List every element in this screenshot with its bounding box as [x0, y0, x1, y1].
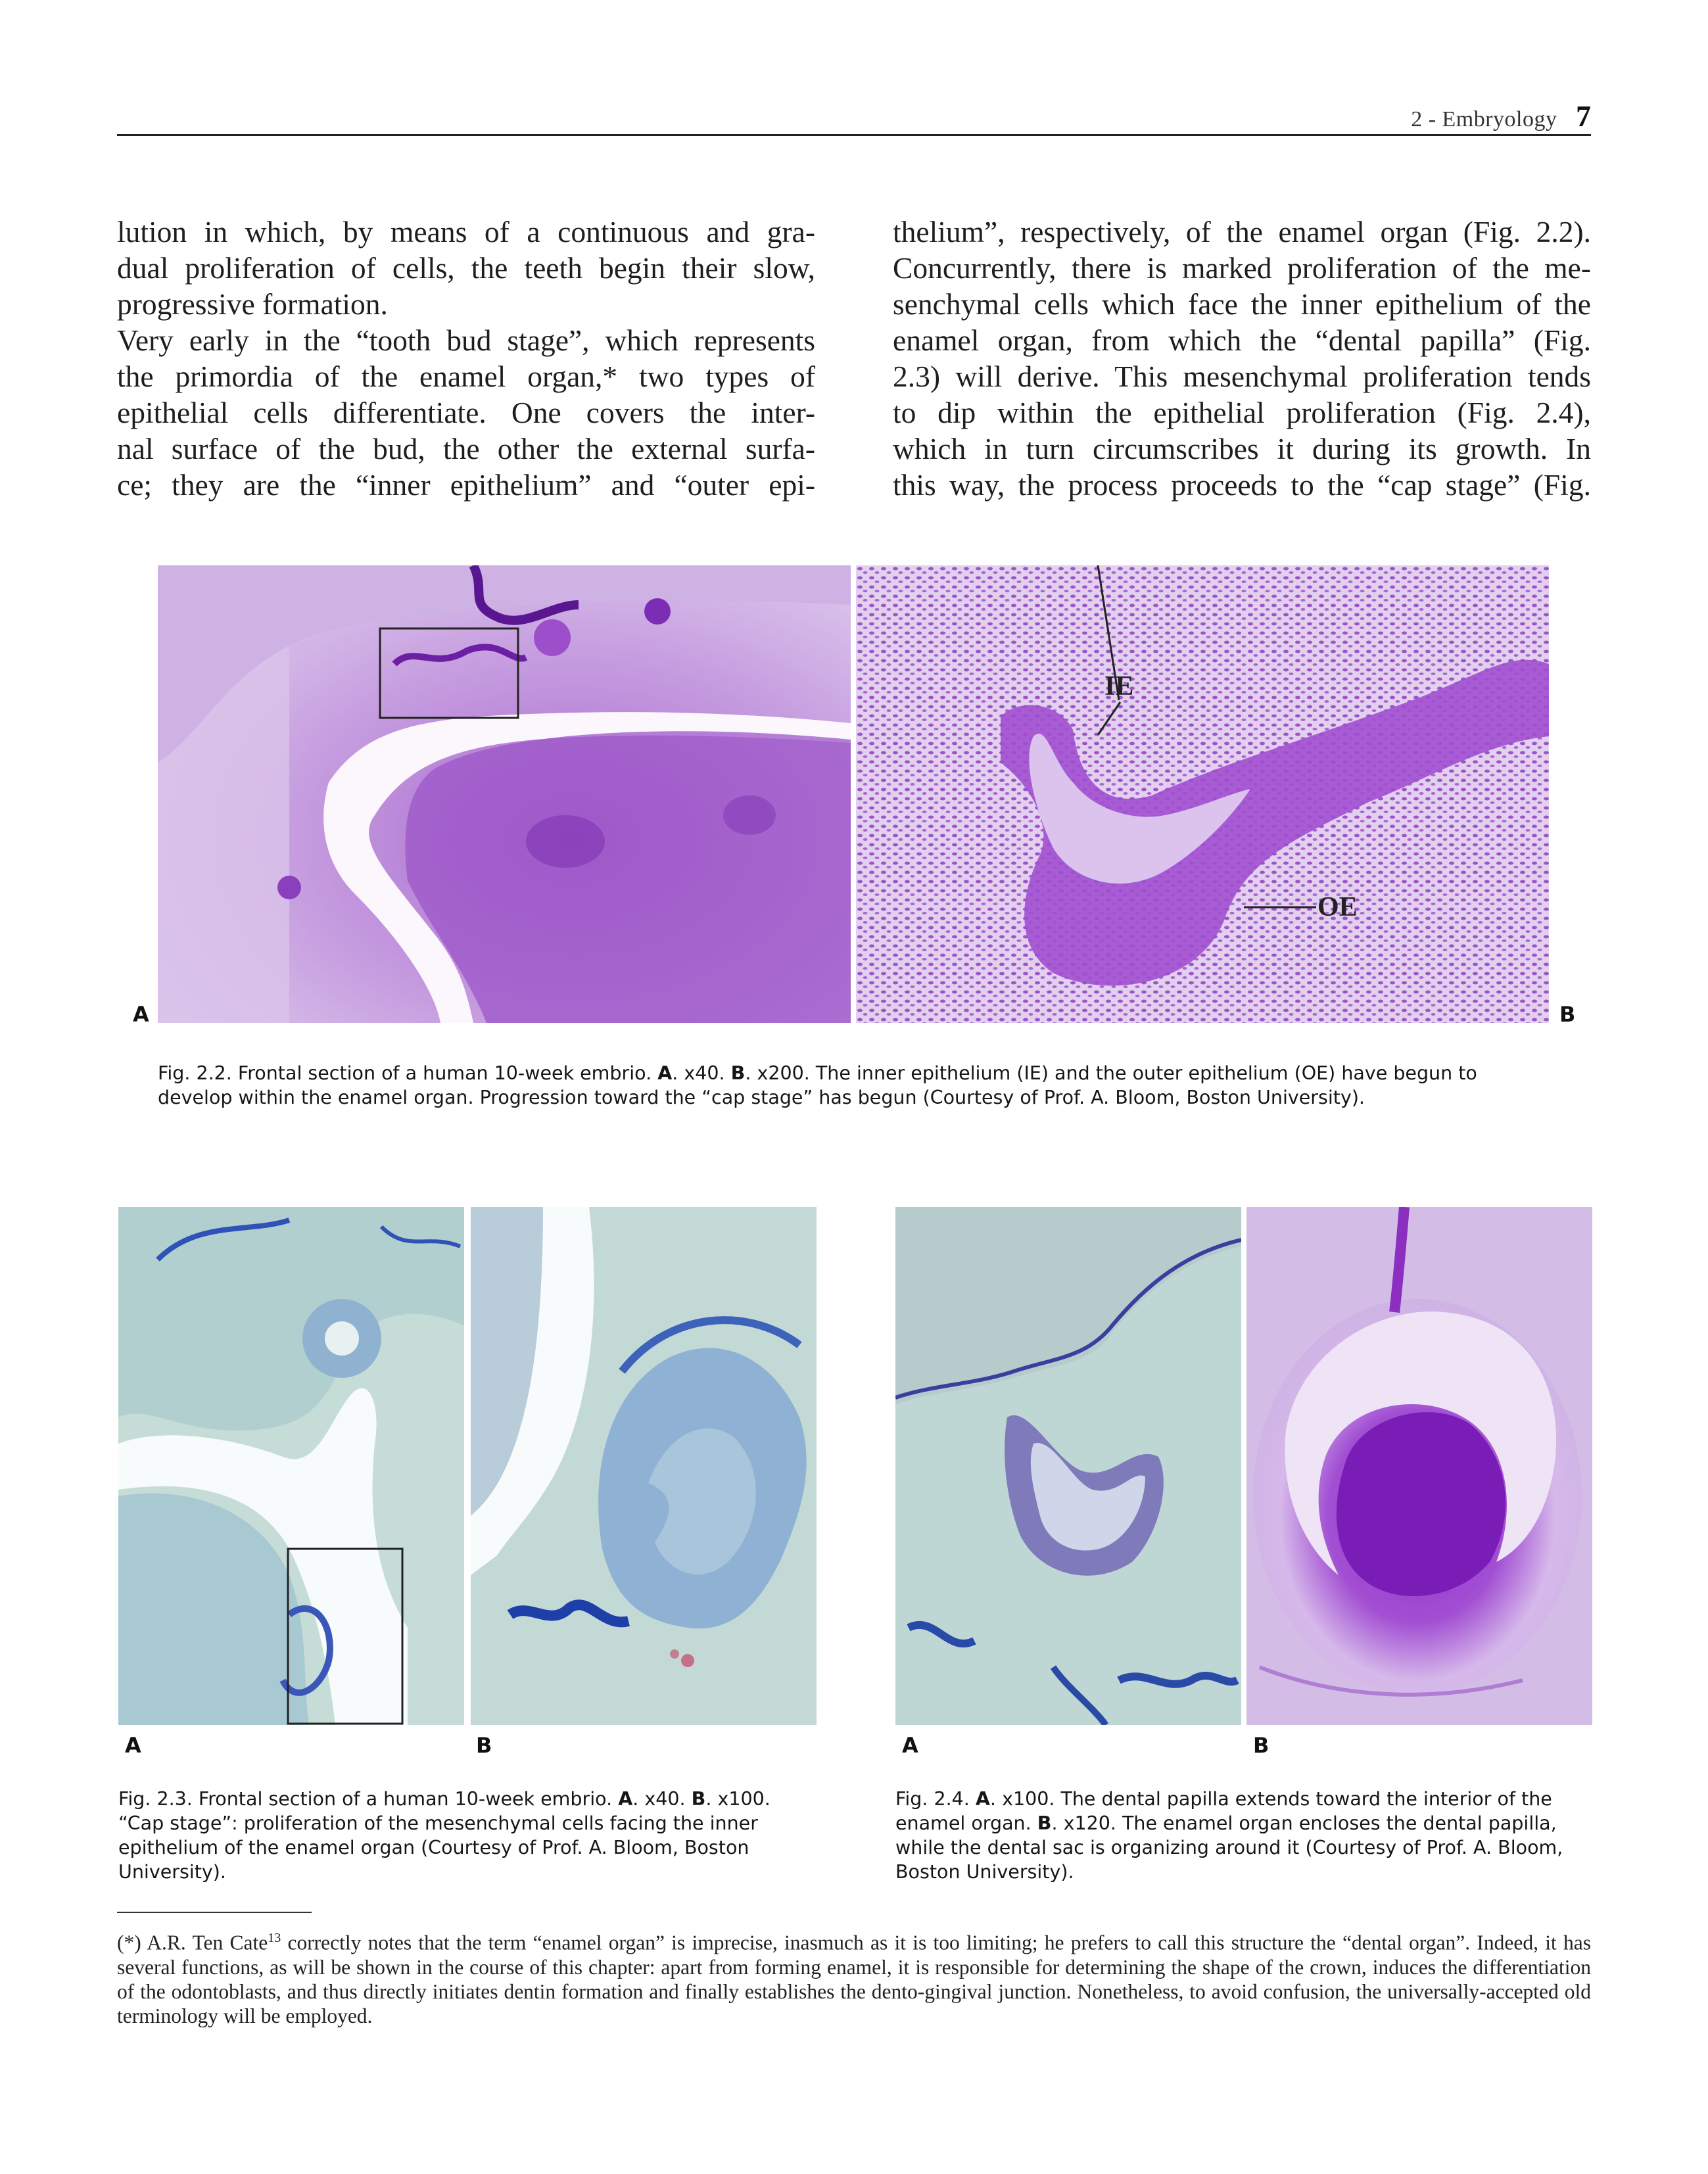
fig-2-3-a-label: A: [125, 1733, 141, 1758]
fig-2-4-caption: [895, 1787, 1592, 1884]
caption-a-text: . x40.: [632, 1788, 692, 1810]
text-line: thelium”, respectively, of the enamel organ (Fig. 2.2).: [893, 215, 1591, 248]
text-line: 2.3) will derive. This mesenchymal proliferation tends: [893, 360, 1591, 393]
caption-lead: Fig. 2.3. Frontal section of a human 10-week embrio.: [118, 1788, 619, 1810]
text-line: epithelial cells differentiate. One covers the inter-: [117, 396, 815, 429]
text-line: dual proliferation of cells, the teeth begin their slow,: [117, 251, 815, 285]
caption-a: A: [657, 1062, 673, 1084]
body-right-column: [893, 214, 1591, 503]
header-rule: [117, 134, 1591, 136]
page-number: 7: [1576, 99, 1591, 133]
caption-b: B: [730, 1062, 746, 1084]
caption-b-text: . x100. “Cap stage”: proliferation of the mesenchymal cells facing the inner epithelium of the enamel organ (Courtesy of Prof. A. Bloom, Boston University).: [118, 1788, 771, 1883]
footnote-reference: 13: [268, 1931, 281, 1945]
text-line: which in turn circumscribes it during its growth. In: [893, 432, 1591, 465]
fig-2-4-a-micrograph: [895, 1207, 1241, 1725]
footnote-rule: [117, 1912, 312, 1913]
footnote: [117, 1926, 1591, 2028]
text-line: senchymal cells which face the inner epithelium of the: [893, 287, 1591, 321]
caption-b: B: [691, 1788, 706, 1810]
fig-2-2-caption: [158, 1061, 1549, 1110]
fig-2-3-caption: [118, 1787, 817, 1884]
text-line: Concurrently, there is marked proliferation of the me-: [893, 251, 1591, 285]
fig-2-2-b-label: B: [1559, 1002, 1576, 1027]
text-line: progressive formation.: [117, 287, 388, 321]
fig-2-3-b-micrograph: [471, 1207, 817, 1725]
text-line: enamel organ, from which the “dental papilla” (Fig.: [893, 323, 1591, 357]
fig-2-2-a-label: A: [133, 1002, 149, 1027]
text-line: ce; they are the “inner epithelium” and “outer epi-: [117, 468, 815, 502]
fig-2-2-b-oe-annotation: OE: [1317, 892, 1358, 922]
fig-2-2-a-micrograph: [158, 565, 851, 1023]
text-line: nal surface of the bud, the other the external surfa-: [117, 432, 815, 465]
text-line: the primordia of the enamel organ,* two types of: [117, 360, 815, 393]
fig-2-2-b-ie-annotation: IE: [1104, 671, 1134, 701]
text-line: lution in which, by means of a continuous and gra-: [117, 215, 815, 248]
footnote-text: correctly notes that the term “enamel organ” is imprecise, inasmuch as it is too limiting; he prefers to call this structure the “dental organ”. Indeed, it has several functions, as will be shown in the course of this chapter: apart from forming enamel, it is responsible for determining the shape of the crown, induces the differentiation of the odontoblasts, and thus directly initiates dentin formation and finally establishes the dento-gingival junction. Nonetheless, to avoid confusion, the universally-accepted old terminology will be employed.: [117, 1931, 1591, 2027]
caption-b-text: . x120. The enamel organ encloses the dental papilla, while the dental sac is organizing around it (Courtesy of Prof. A. Bloom, Boston University).: [895, 1812, 1563, 1883]
fig-2-4-b-label: B: [1253, 1733, 1269, 1758]
fig-2-2-b-micrograph: [856, 565, 1549, 1023]
text-line: Very early in the “tooth bud stage”, which represents: [117, 323, 815, 357]
fig-2-4-a-label: A: [902, 1733, 918, 1758]
footnote-marker: (*) A.R. Ten Cate: [117, 1931, 268, 1954]
caption-b: B: [1037, 1812, 1052, 1834]
fig-2-4-b-micrograph: [1246, 1207, 1592, 1725]
caption-lead: Fig. 2.4.: [895, 1788, 976, 1810]
running-head: [1411, 99, 1591, 133]
caption-a: A: [975, 1788, 990, 1810]
caption-a-text: . x100. The dental papilla extends toward the interior of the enamel organ.: [895, 1788, 1552, 1834]
caption-b-text: . x200. The inner epithelium (IE) and the outer epithelium (OE) have begun to develop within the enamel organ. Progression toward the “cap stage” has begun (Courtesy of Prof. A. Bloom, Boston University).: [158, 1062, 1477, 1108]
body-left-column: [117, 214, 815, 503]
caption-a-text: . x40.: [672, 1062, 731, 1084]
caption-lead: Fig. 2.2. Frontal section of a human 10-week embrio.: [158, 1062, 658, 1084]
running-head-section: 2 - Embryology: [1411, 107, 1557, 131]
caption-a: A: [618, 1788, 633, 1810]
fig-2-3-b-label: B: [476, 1733, 492, 1758]
text-line: this way, the process proceeds to the “cap stage” (Fig.: [893, 468, 1591, 502]
fig-2-3-a-micrograph: [118, 1207, 464, 1725]
text-line: to dip within the epithelial proliferation (Fig. 2.4),: [893, 396, 1591, 429]
